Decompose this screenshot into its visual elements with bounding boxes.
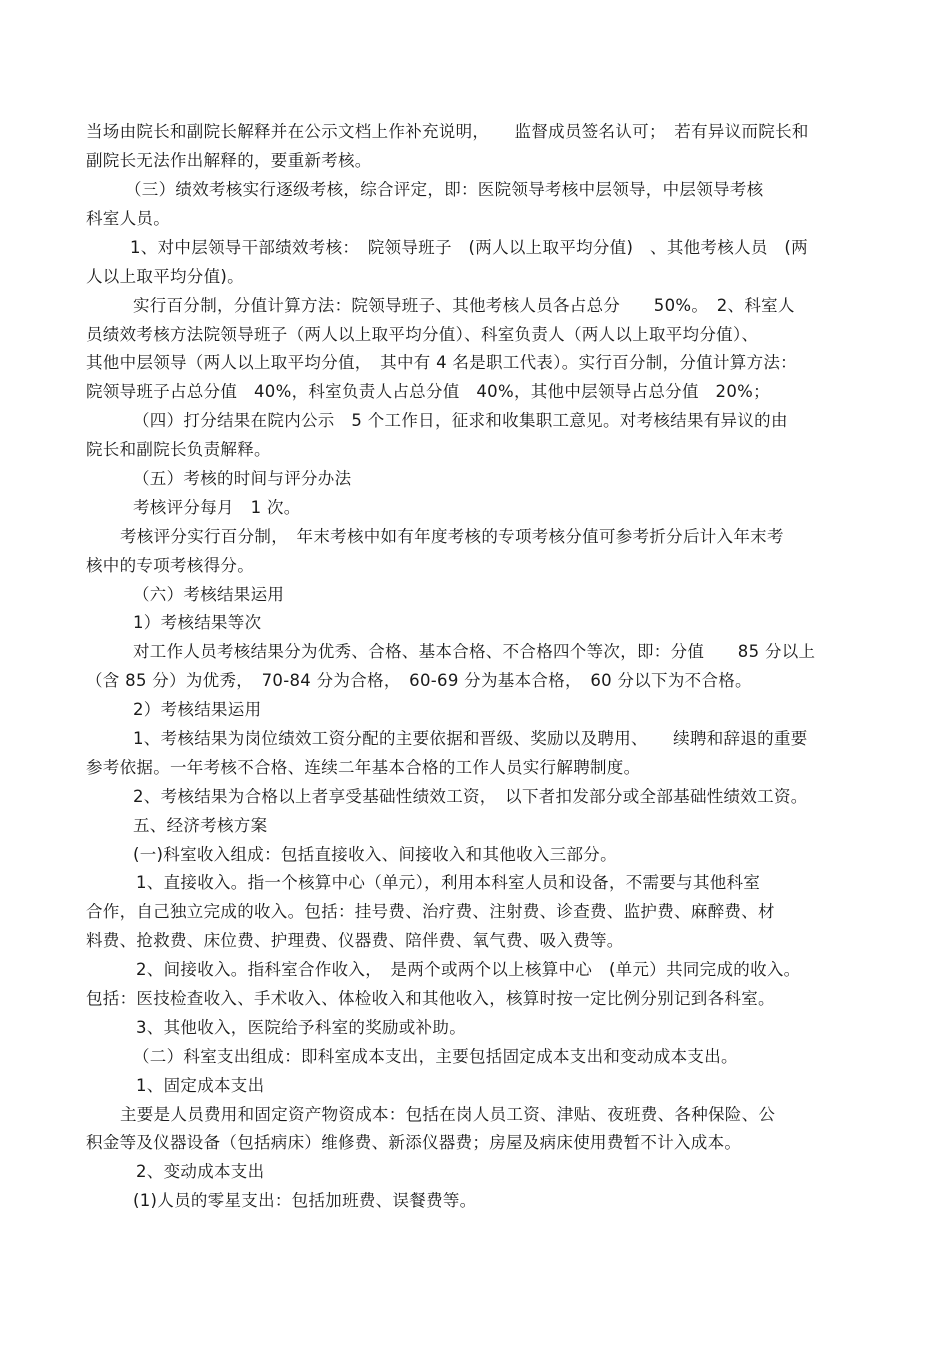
text-line: 1、考核结果为岗位绩效工资分配的主要依据和晋级、奖励以及聘用、 续聘和辞退的重要 bbox=[133, 729, 808, 748]
text-line: 主要是人员费用和固定资产物资成本：包括在岗人员工资、津贴、夜班费、各种保险、公 bbox=[120, 1105, 776, 1124]
text-line: 3、其他收入，医院给予科室的奖励或补助。 bbox=[136, 1018, 466, 1037]
text-line: （含 85 分）为优秀， 70-84 分为合格， 60-69 分为基本合格， 60 分以下为不合格。 bbox=[86, 671, 752, 690]
text-line: 当场由院长和副院长解释并在公示文档上作补充说明， 监督成员签名认可； 若有异议而院长和 bbox=[86, 122, 809, 141]
text-line: 实行百分制，分值计算方法：院领导班子、其他考核人员各占总分 50%。 2、科室人 bbox=[133, 296, 795, 315]
text-line: 科室人员。 bbox=[86, 209, 170, 228]
text-line: 院长和副院长负责解释。 bbox=[86, 440, 271, 459]
text-line: 副院长无法作出解释的，要重新考核。 bbox=[86, 151, 372, 170]
text-line: (一)科室收入组成：包括直接收入、间接收入和其他收入三部分。 bbox=[133, 845, 617, 864]
text-line: 员绩效考核方法院领导班子（两人以上取平均分值）、科室负责人（两人以上取平均分值）、 bbox=[86, 325, 759, 344]
text-line: 料费、抢救费、床位费、护理费、仪器费、陪伴费、氧气费、吸入费等。 bbox=[86, 931, 624, 950]
text-line: 1、对中层领导干部绩效考核： 院领导班子 (两人以上取平均分值) 、其他考核人员 (两 bbox=[130, 238, 808, 257]
text-line: 包括：医技检查收入、手术收入、体检收入和其他收入，核算时按一定比例分别记到各科室。 bbox=[86, 989, 775, 1008]
text-line: 考核评分每月 1 次。 bbox=[133, 498, 301, 517]
subsection-heading: 2）考核结果运用 bbox=[133, 700, 262, 719]
text-line: 其他中层领导（两人以上取平均分值， 其中有 4 名是职工代表）。实行百分制，分值计算方法： bbox=[86, 353, 797, 372]
text-line: (1)人员的零星支出：包括加班费、误餐费等。 bbox=[133, 1191, 477, 1210]
text-line: 院领导班子占总分值 40%，科室负责人占总分值 40%，其他中层领导占总分值 20%； bbox=[86, 382, 770, 401]
section-heading: （二）科室支出组成：即科室成本支出，主要包括固定成本支出和变动成本支出。 bbox=[133, 1047, 738, 1066]
section-heading: （六）考核结果运用 bbox=[133, 585, 285, 604]
text-line: 合作，自己独立完成的收入。包括：挂号费、治疗费、注射费、诊查费、监护费、麻醉费、材 bbox=[86, 902, 775, 921]
subsection-heading: 1、固定成本支出 bbox=[136, 1076, 265, 1095]
text-line: 2、考核结果为合格以上者享受基础性绩效工资， 以下者扣发部分或全部基础性绩效工资。 bbox=[133, 787, 808, 806]
section-heading: （三）绩效考核实行逐级考核，综合评定，即：医院领导考核中层领导，中层领导考核 bbox=[125, 180, 764, 199]
text-line: 2、间接收入。指科室合作收入， 是两个或两个以上核算中心 (单元）共同完成的收入。 bbox=[136, 960, 801, 979]
text-line: 考核评分实行百分制， 年末考核中如有年度考核的专项考核分值可参考折分后计入年末考 bbox=[120, 527, 784, 546]
section-heading: 五、经济考核方案 bbox=[133, 816, 268, 835]
text-line: 核中的专项考核得分。 bbox=[86, 556, 254, 575]
text-line: 积金等及仪器设备（包括病床）维修费、新添仪器费；房屋及病床使用费暂不计入成本。 bbox=[86, 1133, 742, 1152]
section-heading: （五）考核的时间与评分办法 bbox=[133, 469, 352, 488]
text-line: 参考依据。一年考核不合格、连续二年基本合格的工作人员实行解聘制度。 bbox=[86, 758, 641, 777]
subsection-heading: 1）考核结果等次 bbox=[133, 613, 262, 632]
section-heading: （四）打分结果在院内公示 5 个工作日，征求和收集职工意见。对考核结果有异议的由 bbox=[133, 411, 788, 430]
subsection-heading: 2、变动成本支出 bbox=[136, 1162, 265, 1181]
text-line: 人以上取平均分值)。 bbox=[86, 267, 244, 286]
text-line: 1、直接收入。指一个核算中心（单元），利用本科室人员和设备，不需要与其他科室 bbox=[136, 873, 761, 892]
text-line: 对工作人员考核结果分为优秀、合格、基本合格、不合格四个等次，即：分值 85 分以上 bbox=[133, 642, 816, 661]
